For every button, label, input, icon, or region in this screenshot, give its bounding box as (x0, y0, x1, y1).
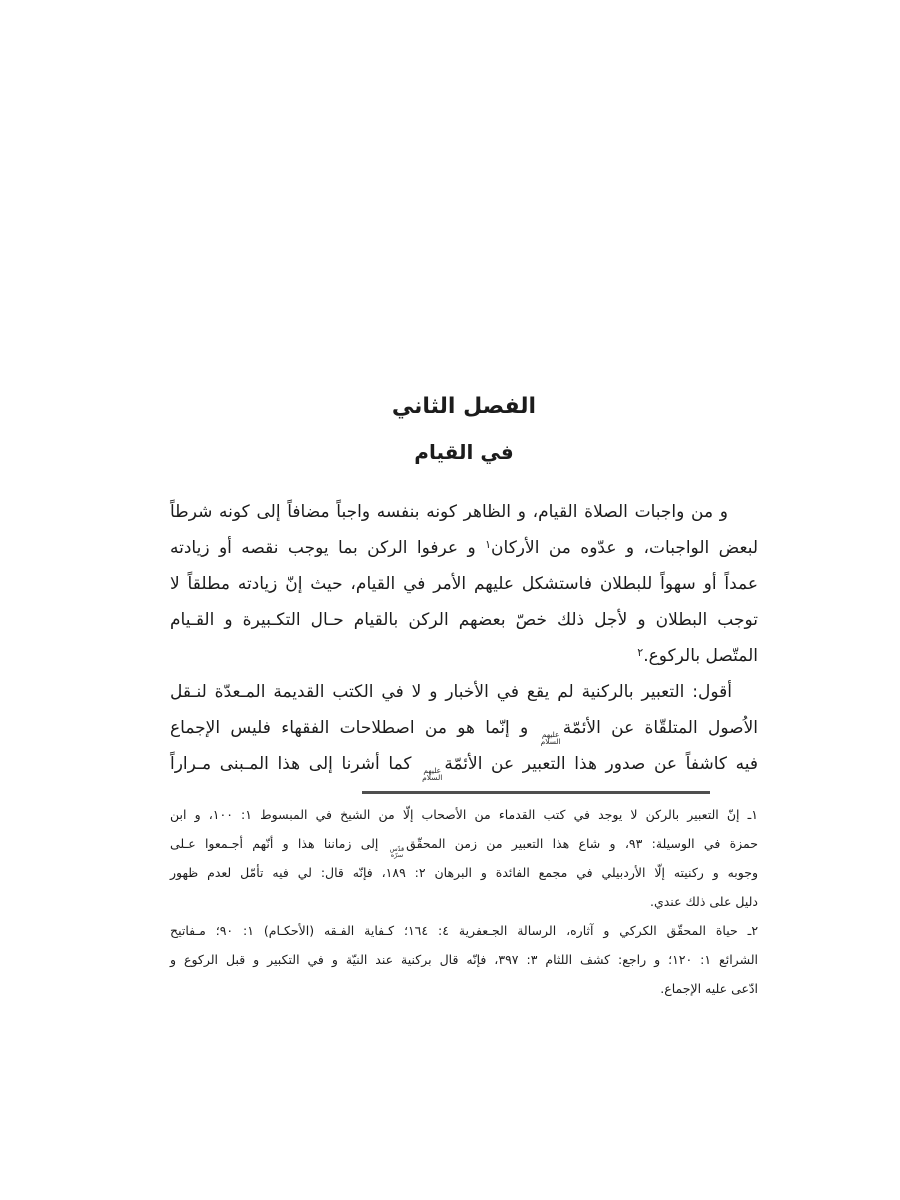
footnote-text: حمزة في الوسيلة: ٩٣، و شاع هذا التعبير من زمن المحقّق (406, 836, 759, 851)
honorific-alayhim-assalam-mark (541, 731, 561, 745)
footnote-1 (170, 800, 758, 916)
footnote-2 (170, 916, 758, 1003)
honorific-text: قدّس (389, 845, 405, 853)
honorific-quddisa-sirruh-mark (390, 846, 404, 858)
footnotes-section (170, 800, 758, 1003)
body-line: و من واجبات الصلاة القيام، و الظاهر كونه بنفسه واجباً مضافاً إلى كونه شرطاً (170, 502, 728, 522)
honorific-alayhim-assalam-mark (422, 767, 442, 781)
body-line: توجب البطلان و لأجل ذلك خصّ بعضهم الركن بالقيام حـال التكـبيرة و القـيام (170, 610, 758, 630)
body-line (170, 638, 758, 674)
body-line (170, 710, 758, 746)
chapter-heading: الفصل الثاني (391, 394, 537, 419)
footnote-line: ادّعى عليه الإجماع. (660, 981, 758, 996)
body-paragraph-1 (170, 494, 758, 674)
body-text: كما أشرنا إلى هذا المـبنى مـراراً (170, 754, 421, 774)
footnote-separator (362, 791, 710, 794)
body-paragraph-2 (170, 674, 758, 782)
footnote-line: وجوبه و ركنيته إلّا الأردبيلي في مجمع الفائدة و البرهان ٢: ١٨٩، فإنّه قال: لي فيه تأمّل لعدم ظهور (170, 865, 758, 880)
body-line: عمداً أو سهواً للبطلان فاستشكل عليهم الأمر في القيام، حيث إنّ زيادته مطلقاً لا (170, 574, 758, 594)
footnote-ref-2: ٢ (637, 646, 644, 659)
footnote-text: إلى زماننا هذا و أنّهم أجـمعوا عـلى (170, 836, 388, 851)
body-text: و إنّما هو من اصطلاحات الفقهاء فليس الإجماع (170, 718, 539, 738)
honorific-text: عليهم (541, 730, 560, 739)
body-line (170, 530, 758, 566)
body-text: فيه كاشفاً عن صدور هذا التعبير عن الأئمّة (444, 754, 758, 774)
section-subheading: في القيام (414, 440, 514, 464)
honorific-text: السلام (422, 773, 443, 782)
footnote-line: الشرائع ١: ١٢٠؛ و راجع: كشف اللثام ٣: ٣٩٧، فإنّه قال بركنية عند النيّة و في التكبير و قبل الركوع و (170, 952, 758, 967)
honorific-text: عليهم (423, 766, 442, 775)
body-text: المتّصل بالركوع. (643, 646, 758, 666)
footnote-ref-1: ١ (485, 538, 492, 551)
body-text: لبعض الواجبات، و عدّوه من الأركان (491, 538, 758, 558)
footnote-line: ٢ـ حياة المحقّق الكركي و آثاره، الرسالة الجـعفرية ٤: ١٦٤؛ كـفاية الفـقه (الأحكـام) ١: ٩٠؛ مـفاتيح (170, 923, 759, 938)
body-line: أقول: التعبير بالركنية لم يقع في الأخبار و لا في الكتب القديمة المـعدّة لنـقل (170, 682, 732, 702)
honorific-text: السلام (540, 737, 561, 746)
footnote-line: ١ـ إنّ التعبير بالركن لا يوجد في كتب القدماء من الأصحاب إلّا من الشيخ في المبسوط ١: ١٠٠، و ابن (170, 807, 758, 822)
footnote-line: دليل على ذلك عندي. (649, 894, 758, 909)
body-text: الاُصول المتلقّاة عن الأئمّة (562, 718, 758, 738)
honorific-text: سرّه (390, 851, 404, 859)
body-line (170, 746, 758, 782)
footnote-line (170, 829, 758, 858)
body-text: و عرفوا الركن بما يوجب نقصه أو زيادته (170, 538, 486, 558)
